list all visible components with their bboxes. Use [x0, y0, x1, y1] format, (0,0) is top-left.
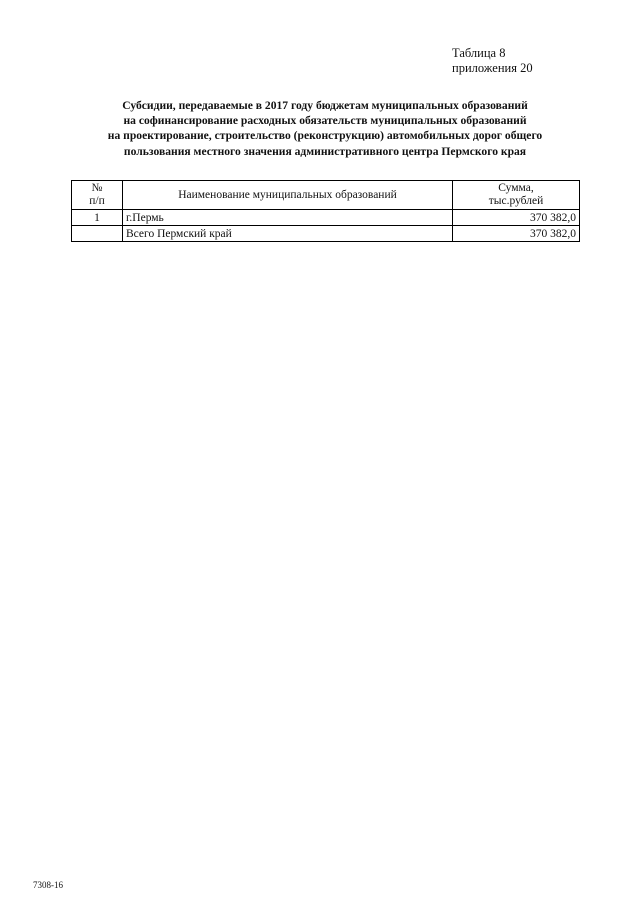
- row-name: Всего Пермский край: [123, 226, 453, 242]
- header-number-symbol: №: [91, 182, 103, 194]
- row-number: 1: [72, 210, 123, 226]
- title-line: пользования местного значения административного центра Пермского края: [123, 144, 527, 158]
- title-line: на софинансирование расходных обязательств муниципальных образований: [123, 114, 527, 128]
- table-reference: [452, 46, 533, 76]
- header-sum-label: Сумма,: [498, 182, 534, 194]
- document-title: [60, 98, 590, 159]
- table-total-row: [72, 226, 580, 242]
- table-header-row: [72, 181, 580, 210]
- document-code: 7308-16: [33, 880, 63, 890]
- header-number: [72, 181, 123, 210]
- title-line: Субсидии, передаваемые в 2017 году бюджетам муниципальных образований: [122, 99, 528, 112]
- header-number-abbr: п/п: [89, 195, 105, 207]
- header-sum: [453, 181, 580, 210]
- header-sum-unit: тыс.рублей: [488, 195, 544, 207]
- row-number: [72, 226, 123, 242]
- row-name: г.Пермь: [123, 210, 453, 226]
- table-row: [72, 210, 580, 226]
- title-line: на проектирование, строительство (реконструкцию) автомобильных дорог общего: [107, 129, 543, 143]
- header-name: Наименование муниципальных образований: [123, 181, 453, 210]
- table-number-label: Таблица 8: [452, 46, 506, 60]
- appendix-label: приложения 20: [452, 61, 533, 75]
- row-sum: 370 382,0: [453, 226, 580, 242]
- subsidy-table: [71, 180, 580, 242]
- row-sum: 370 382,0: [453, 210, 580, 226]
